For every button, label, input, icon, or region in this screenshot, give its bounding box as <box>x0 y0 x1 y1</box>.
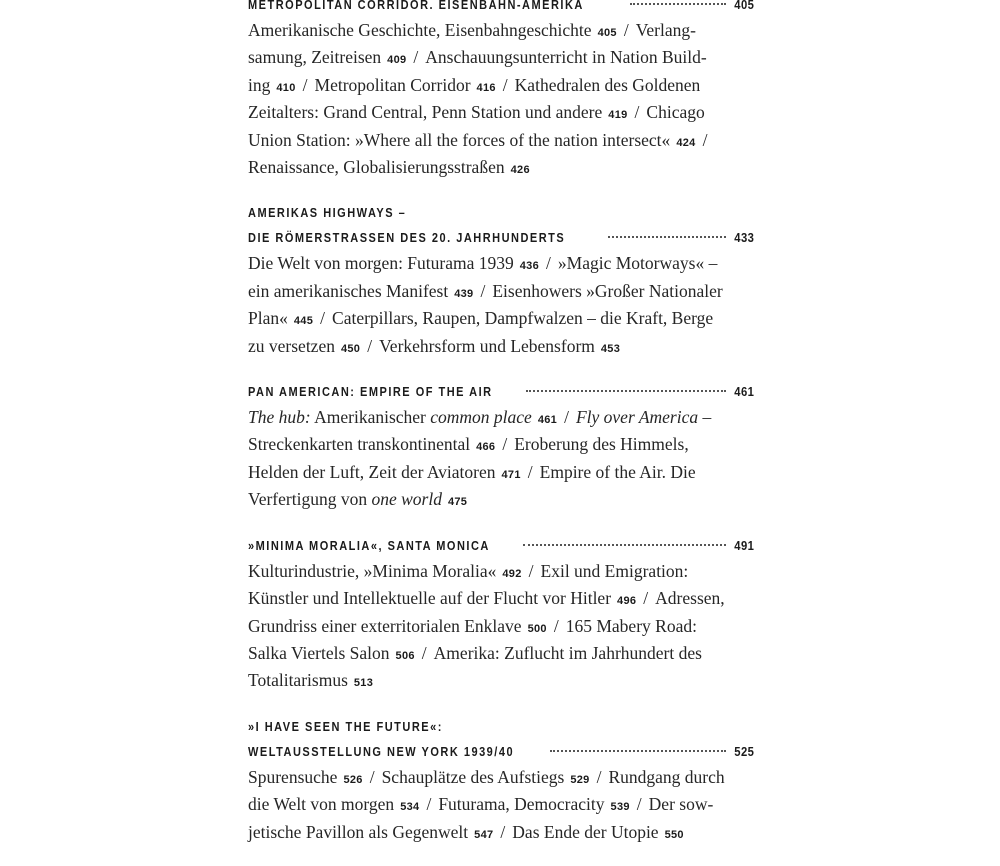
entry-line <box>248 820 754 847</box>
entry-text: – <box>698 407 712 428</box>
entry-separator: / <box>623 20 629 40</box>
entry-text: Amerikanische Geschichte, Eisenbahngeschichte <box>248 20 592 40</box>
entry-line <box>248 18 754 45</box>
entry-text: Der sow- <box>648 794 714 815</box>
entry-page-number: 405 <box>597 27 617 39</box>
chapter-heading-line[interactable] <box>248 715 754 740</box>
entry-page-number: 513 <box>353 677 374 690</box>
chapter-page-number: 525 <box>733 744 754 759</box>
toc-chapter <box>248 380 754 515</box>
entry-text: Streckenkarten transkontinental <box>248 434 471 455</box>
entry-text: Verkehrsform und Lebensform <box>379 335 595 356</box>
entry-text: Verfertigung von <box>248 489 372 510</box>
entry-text-italic: Fly over America <box>575 407 699 428</box>
entry-separator: / <box>528 560 534 581</box>
chapter-page-number: 405 <box>733 0 754 12</box>
chapter-heading-line[interactable] <box>248 226 754 251</box>
entry-text: die Welt von morgen <box>248 794 395 815</box>
entry-line <box>248 73 754 100</box>
entry-separator: / <box>426 794 432 815</box>
entry-text: Spurensuche <box>248 766 338 787</box>
entry-page-number: 471 <box>501 468 521 481</box>
chapter-entries <box>248 251 754 361</box>
entry-page-number: 426 <box>510 164 530 177</box>
entry-separator: / <box>702 129 708 150</box>
entry-separator: / <box>502 74 508 95</box>
entry-page-number: 475 <box>447 496 468 509</box>
entry-separator: / <box>320 308 326 329</box>
entry-separator: / <box>596 766 602 787</box>
entry-line <box>248 792 754 819</box>
entry-text: Union Station: »Where all the forces of the nation intersect« <box>248 129 671 150</box>
entry-page-number: 547 <box>474 828 494 841</box>
entry-separator: / <box>553 615 559 636</box>
entry-separator: / <box>367 335 373 356</box>
entry-line <box>248 668 754 695</box>
chapter-page-number: 461 <box>733 385 754 400</box>
entry-text: zu versetzen <box>248 335 335 356</box>
entry-separator: / <box>421 642 427 663</box>
entry-separator: / <box>502 434 508 455</box>
dot-leader <box>550 750 725 752</box>
entry-text: Adressen, <box>655 588 725 609</box>
toc-chapter <box>248 0 754 182</box>
entry-text: jetische Pavillon als Gegenwelt <box>248 821 469 842</box>
entry-line <box>248 155 754 182</box>
chapter-heading-line[interactable] <box>248 534 754 559</box>
entry-text: 165 Mabery Road: <box>565 615 697 636</box>
dot-leader <box>608 236 725 238</box>
chapter-page-number: 491 <box>733 538 754 553</box>
entry-separator: / <box>634 102 640 123</box>
entry-page-number: 461 <box>537 414 558 427</box>
entry-page-number: 450 <box>340 342 361 355</box>
entry-page-number: 445 <box>293 315 314 328</box>
chapter-heading-line[interactable] <box>248 740 754 765</box>
entry-text: Rundgang durch <box>608 766 725 787</box>
entry-separator: / <box>636 794 642 815</box>
entry-text: Caterpillars, Raupen, Dampfwalzen – die Kraft, Berge <box>332 308 714 329</box>
chapter-title: »MINIMA MORALIA«, SANTA MONICA <box>248 538 490 553</box>
entry-page-number: 439 <box>454 287 474 300</box>
entry-text: Schauplätze des Aufstiegs <box>381 766 565 787</box>
chapter-title: AMERIKAS HIGHWAYS – <box>248 206 407 221</box>
entry-page-number: 500 <box>527 622 547 635</box>
entry-page-number: 424 <box>676 136 696 149</box>
entry-text: Totalitarismus <box>248 670 348 691</box>
entry-text-italic: common place <box>430 407 532 428</box>
chapter-title: PAN AMERICAN: EMPIRE OF THE AIR <box>248 385 493 400</box>
chapter-page-number: 433 <box>733 231 754 246</box>
entry-line <box>248 334 754 361</box>
entry-text: Renaissance, Globalisierungsstraßen <box>248 157 505 178</box>
entry-text: Plan« <box>248 308 288 329</box>
entry-page-number: 453 <box>600 342 621 355</box>
chapter-entries <box>248 559 754 696</box>
chapter-entries <box>248 765 754 847</box>
toc-chapter <box>248 715 754 847</box>
entry-text: Empire of the Air. Die <box>539 461 696 482</box>
entry-text: Eroberung des Himmels, <box>514 434 689 455</box>
entry-page-number: 539 <box>610 801 630 814</box>
entry-separator: / <box>643 588 649 609</box>
entry-line <box>248 251 754 278</box>
chapter-title: »I HAVE SEEN THE FUTURE«: <box>248 719 443 734</box>
entry-line <box>248 641 754 668</box>
entry-separator: / <box>564 407 569 428</box>
entry-page-number: 550 <box>664 828 684 841</box>
entry-line <box>248 765 754 792</box>
entry-page-number: 506 <box>395 649 415 662</box>
entry-text-italic: one world <box>371 489 442 510</box>
chapter-entries <box>248 405 754 515</box>
entry-page-number: 436 <box>519 260 540 273</box>
entry-text: Verlang- <box>635 20 696 40</box>
entry-separator: / <box>302 74 308 95</box>
entry-text: Helden der Luft, Zeit der Aviatoren <box>248 461 496 482</box>
entry-separator: / <box>480 280 486 301</box>
chapter-heading-line[interactable] <box>248 380 754 405</box>
chapter-title: WELTAUSSTELLUNG NEW YORK 1939/40 <box>248 744 515 759</box>
chapter-heading-line[interactable] <box>248 0 754 18</box>
entry-text: Amerikanischer <box>310 407 431 428</box>
dot-leader <box>526 390 726 392</box>
entry-separator: / <box>413 47 419 68</box>
entry-text: Eisenhowers »Großer Nationaler <box>492 280 723 301</box>
entry-page-number: 409 <box>387 54 407 67</box>
entry-text: Künstler und Intellektuelle auf der Flucht vor Hitler <box>248 588 612 609</box>
entry-page-number: 410 <box>276 81 296 94</box>
entry-text: Amerika: Zuflucht im Jahrhundert des <box>433 642 702 663</box>
entry-page-number: 466 <box>476 441 496 454</box>
chapter-entries <box>248 18 754 182</box>
table-of-contents <box>248 0 754 866</box>
entry-separator: / <box>546 253 551 274</box>
entry-text: Anschauungsunterricht in Nation Build- <box>425 47 707 68</box>
entry-line <box>248 279 754 306</box>
entry-text: Das Ende der Utopie <box>512 821 659 842</box>
entry-text: samung, Zeitreisen <box>248 47 382 68</box>
entry-text: Chicago <box>646 102 705 123</box>
toc-chapter <box>248 534 754 696</box>
entry-text: Exil und Emigration: <box>540 560 689 581</box>
entry-text: ing <box>248 74 271 95</box>
entry-page-number: 526 <box>343 773 363 786</box>
toc-chapter <box>248 201 754 361</box>
chapter-title: DIE RÖMERSTRASSEN DES 20. JAHRHUNDERTS <box>248 231 566 246</box>
entry-line <box>248 128 754 155</box>
entry-text: Salka Viertels Salon <box>248 642 390 663</box>
entry-page-number: 492 <box>502 567 522 580</box>
entry-page-number: 416 <box>476 81 496 94</box>
entry-separator: / <box>527 461 533 482</box>
entry-separator: / <box>369 766 375 787</box>
entry-line <box>248 432 754 459</box>
entry-page-number: 534 <box>400 801 420 814</box>
entry-line <box>248 306 754 333</box>
entry-line <box>248 460 754 487</box>
entry-line <box>248 45 754 72</box>
entry-text: Kathedralen des Goldenen <box>514 74 701 95</box>
entry-text-italic: The hub: <box>248 407 311 428</box>
entry-text: Zeitalters: Grand Central, Penn Station und andere <box>248 102 603 123</box>
entry-page-number: 496 <box>617 595 637 608</box>
entry-line <box>248 586 754 613</box>
entry-separator: / <box>500 821 506 842</box>
entry-text: Grundriss einer exterritorialen Enklave <box>248 615 522 636</box>
entry-line <box>248 100 754 127</box>
entry-text: Kulturindustrie, »Minima Moralia« <box>248 560 497 581</box>
dot-leader <box>630 3 726 5</box>
entry-text: »Magic Motorways« – <box>557 253 718 274</box>
entry-page-number: 529 <box>570 773 590 786</box>
entry-line <box>248 614 754 641</box>
entry-page-number: 419 <box>608 109 628 122</box>
entry-text: Metropolitan Corridor <box>314 74 471 95</box>
dot-leader <box>523 544 726 546</box>
entry-text: Futurama, Democracity <box>438 794 605 815</box>
entry-line <box>248 405 754 432</box>
chapter-heading-line[interactable] <box>248 201 754 226</box>
entry-text: Die Welt von morgen: Futurama 1939 <box>248 253 514 274</box>
entry-line <box>248 487 754 514</box>
entry-line <box>248 559 754 586</box>
entry-text: ein amerikanisches Manifest <box>248 280 449 301</box>
chapter-title: METROPOLITAN CORRIDOR. EISENBAHN-AMERIKA <box>248 0 584 12</box>
